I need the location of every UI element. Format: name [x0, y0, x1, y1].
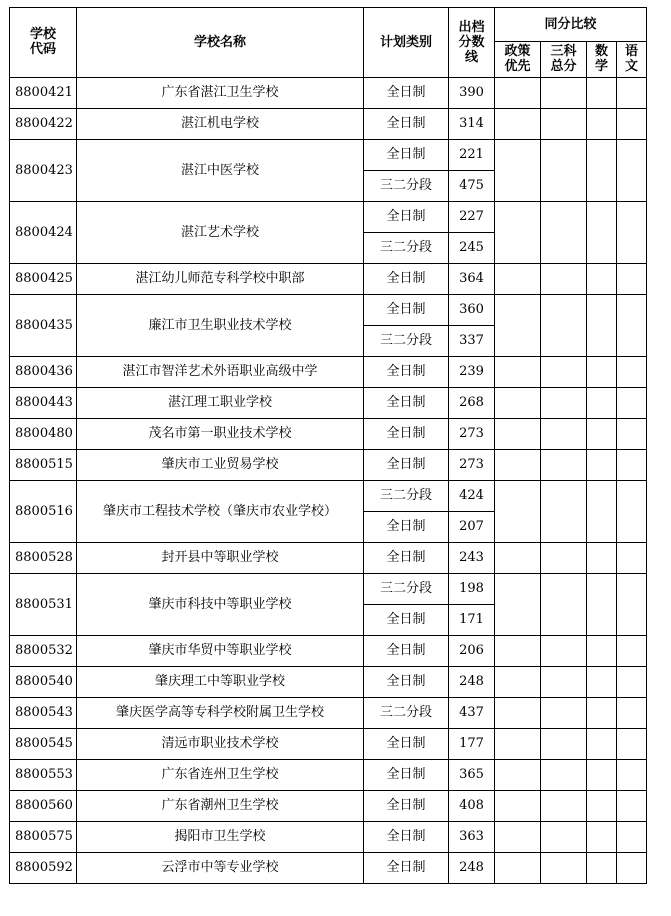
plan-type-cell: 全日制: [364, 822, 449, 853]
school-code-cell: 8800424: [10, 202, 77, 264]
table-row: [10, 419, 647, 450]
school-code-cell: 8800531: [10, 574, 77, 636]
school-code-cell: 8800560: [10, 791, 77, 822]
policy-priority-cell: [495, 574, 541, 636]
plan-type-cell: 全日制: [364, 388, 449, 419]
chinese-cell: [617, 791, 647, 822]
three-subject-total-cell: [541, 295, 587, 357]
three-subject-total-cell: [541, 109, 587, 140]
plan-type-cell: 三二分段: [364, 171, 449, 202]
school-code-cell: 8800421: [10, 78, 77, 109]
chinese-cell: [617, 574, 647, 636]
header-cutoff-score: 出档 分数 线: [449, 8, 495, 78]
policy-priority-cell: [495, 357, 541, 388]
school-code-cell: 8800422: [10, 109, 77, 140]
school-code-cell: 8800515: [10, 450, 77, 481]
school-name-cell: 湛江中医学校: [77, 140, 364, 202]
three-subject-total-cell: [541, 140, 587, 202]
math-cell: [587, 853, 617, 884]
plan-type-cell: 全日制: [364, 202, 449, 233]
chinese-cell: [617, 357, 647, 388]
table-row: [10, 109, 647, 140]
math-cell: [587, 202, 617, 264]
math-cell: [587, 357, 617, 388]
plan-type-cell: 三二分段: [364, 574, 449, 605]
plan-type-cell: 全日制: [364, 605, 449, 636]
school-code-cell: 8800540: [10, 667, 77, 698]
school-code-cell: 8800592: [10, 853, 77, 884]
three-subject-total-cell: [541, 574, 587, 636]
chinese-cell: [617, 636, 647, 667]
school-code-cell: 8800480: [10, 419, 77, 450]
table-row: [10, 357, 647, 388]
school-name-cell: 揭阳市卫生学校: [77, 822, 364, 853]
cutoff-score-cell: 360: [449, 295, 495, 326]
plan-type-cell: 全日制: [364, 543, 449, 574]
policy-priority-cell: [495, 698, 541, 729]
plan-type-cell: 三二分段: [364, 326, 449, 357]
cutoff-score-cell: 314: [449, 109, 495, 140]
school-code-cell: 8800516: [10, 481, 77, 543]
table-row: [10, 450, 647, 481]
cutoff-score-cell: 227: [449, 202, 495, 233]
cutoff-score-cell: 245: [449, 233, 495, 264]
table-row: [10, 853, 647, 884]
table-row: [10, 140, 647, 171]
policy-priority-cell: [495, 853, 541, 884]
plan-type-cell: 全日制: [364, 109, 449, 140]
table-row: [10, 264, 647, 295]
school-name-cell: 湛江艺术学校: [77, 202, 364, 264]
plan-type-cell: 全日制: [364, 512, 449, 543]
cutoff-score-cell: 248: [449, 667, 495, 698]
chinese-cell: [617, 78, 647, 109]
three-subject-total-cell: [541, 481, 587, 543]
policy-priority-cell: [495, 760, 541, 791]
school-name-cell: 肇庆医学高等专科学校附属卫生学校: [77, 698, 364, 729]
policy-priority-cell: [495, 636, 541, 667]
header-school-code: 学校 代码: [10, 8, 77, 78]
three-subject-total-cell: [541, 419, 587, 450]
plan-type-cell: 全日制: [364, 853, 449, 884]
plan-type-cell: 全日制: [364, 419, 449, 450]
school-code-cell: 8800423: [10, 140, 77, 202]
chinese-cell: [617, 667, 647, 698]
cutoff-score-cell: 248: [449, 853, 495, 884]
school-name-cell: 封开县中等职业学校: [77, 543, 364, 574]
chinese-cell: [617, 140, 647, 202]
plan-type-cell: 全日制: [364, 264, 449, 295]
cutoff-score-cell: 408: [449, 791, 495, 822]
three-subject-total-cell: [541, 543, 587, 574]
three-subject-total-cell: [541, 388, 587, 419]
cutoff-score-cell: 177: [449, 729, 495, 760]
school-name-cell: 云浮市中等专业学校: [77, 853, 364, 884]
chinese-cell: [617, 543, 647, 574]
table-row: [10, 760, 647, 791]
table-row: [10, 481, 647, 512]
school-name-cell: 湛江机电学校: [77, 109, 364, 140]
school-code-cell: 8800532: [10, 636, 77, 667]
table-row: [10, 636, 647, 667]
chinese-cell: [617, 760, 647, 791]
table-row: [10, 543, 647, 574]
school-code-cell: 8800575: [10, 822, 77, 853]
plan-type-cell: 全日制: [364, 295, 449, 326]
table-row: [10, 698, 647, 729]
policy-priority-cell: [495, 481, 541, 543]
math-cell: [587, 78, 617, 109]
chinese-cell: [617, 450, 647, 481]
table-row: [10, 78, 647, 109]
cutoff-score-cell: 365: [449, 760, 495, 791]
table-row: [10, 388, 647, 419]
policy-priority-cell: [495, 78, 541, 109]
school-code-cell: 8800545: [10, 729, 77, 760]
admission-table-container: [9, 7, 647, 884]
cutoff-score-cell: 207: [449, 512, 495, 543]
header-chinese: 语 文: [617, 42, 647, 78]
cutoff-score-cell: 363: [449, 822, 495, 853]
school-code-cell: 8800543: [10, 698, 77, 729]
math-cell: [587, 140, 617, 202]
math-cell: [587, 295, 617, 357]
three-subject-total-cell: [541, 791, 587, 822]
math-cell: [587, 729, 617, 760]
three-subject-total-cell: [541, 698, 587, 729]
chinese-cell: [617, 388, 647, 419]
table-row: [10, 791, 647, 822]
plan-type-cell: 全日制: [364, 78, 449, 109]
table-row: [10, 202, 647, 233]
table-row: [10, 295, 647, 326]
cutoff-score-cell: 198: [449, 574, 495, 605]
table-row: [10, 729, 647, 760]
policy-priority-cell: [495, 388, 541, 419]
policy-priority-cell: [495, 822, 541, 853]
policy-priority-cell: [495, 109, 541, 140]
plan-type-cell: 全日制: [364, 140, 449, 171]
policy-priority-cell: [495, 667, 541, 698]
math-cell: [587, 760, 617, 791]
school-code-cell: 8800425: [10, 264, 77, 295]
chinese-cell: [617, 729, 647, 760]
plan-type-cell: 全日制: [364, 667, 449, 698]
math-cell: [587, 419, 617, 450]
table-row: [10, 574, 647, 605]
plan-type-cell: 全日制: [364, 450, 449, 481]
table-row: [10, 667, 647, 698]
plan-type-cell: 全日制: [364, 729, 449, 760]
three-subject-total-cell: [541, 760, 587, 791]
cutoff-score-cell: 221: [449, 140, 495, 171]
math-cell: [587, 698, 617, 729]
three-subject-total-cell: [541, 450, 587, 481]
cutoff-score-cell: 337: [449, 326, 495, 357]
school-code-cell: 8800443: [10, 388, 77, 419]
school-name-cell: 肇庆市科技中等职业学校: [77, 574, 364, 636]
math-cell: [587, 481, 617, 543]
math-cell: [587, 822, 617, 853]
cutoff-score-cell: 437: [449, 698, 495, 729]
plan-type-cell: 三二分段: [364, 481, 449, 512]
school-name-cell: 湛江幼儿师范专科学校中职部: [77, 264, 364, 295]
policy-priority-cell: [495, 543, 541, 574]
admission-score-table: [9, 7, 647, 884]
table-row: [10, 822, 647, 853]
school-name-cell: 广东省连州卫生学校: [77, 760, 364, 791]
header-plan-type: 计划类别: [364, 8, 449, 78]
math-cell: [587, 388, 617, 419]
cutoff-score-cell: 171: [449, 605, 495, 636]
chinese-cell: [617, 419, 647, 450]
school-name-cell: 肇庆理工中等职业学校: [77, 667, 364, 698]
chinese-cell: [617, 109, 647, 140]
three-subject-total-cell: [541, 78, 587, 109]
policy-priority-cell: [495, 295, 541, 357]
plan-type-cell: 全日制: [364, 636, 449, 667]
cutoff-score-cell: 424: [449, 481, 495, 512]
plan-type-cell: 全日制: [364, 760, 449, 791]
header-three-subject-total: 三科 总分: [541, 42, 587, 78]
three-subject-total-cell: [541, 822, 587, 853]
math-cell: [587, 667, 617, 698]
math-cell: [587, 450, 617, 481]
header-math: 数 学: [587, 42, 617, 78]
table-body: [10, 78, 647, 884]
school-code-cell: 8800435: [10, 295, 77, 357]
plan-type-cell: 三二分段: [364, 233, 449, 264]
cutoff-score-cell: 243: [449, 543, 495, 574]
three-subject-total-cell: [541, 729, 587, 760]
plan-type-cell: 全日制: [364, 357, 449, 388]
chinese-cell: [617, 295, 647, 357]
chinese-cell: [617, 698, 647, 729]
chinese-cell: [617, 853, 647, 884]
school-name-cell: 肇庆市华贸中等职业学校: [77, 636, 364, 667]
plan-type-cell: 三二分段: [364, 698, 449, 729]
header-school-name: 学校名称: [77, 8, 364, 78]
math-cell: [587, 791, 617, 822]
three-subject-total-cell: [541, 357, 587, 388]
school-code-cell: 8800436: [10, 357, 77, 388]
cutoff-score-cell: 239: [449, 357, 495, 388]
policy-priority-cell: [495, 202, 541, 264]
cutoff-score-cell: 390: [449, 78, 495, 109]
cutoff-score-cell: 273: [449, 450, 495, 481]
cutoff-score-cell: 206: [449, 636, 495, 667]
math-cell: [587, 574, 617, 636]
school-name-cell: 广东省潮州卫生学校: [77, 791, 364, 822]
math-cell: [587, 264, 617, 295]
school-name-cell: 廉江市卫生职业技术学校: [77, 295, 364, 357]
chinese-cell: [617, 481, 647, 543]
three-subject-total-cell: [541, 667, 587, 698]
cutoff-score-cell: 268: [449, 388, 495, 419]
plan-type-cell: 全日制: [364, 791, 449, 822]
policy-priority-cell: [495, 791, 541, 822]
math-cell: [587, 543, 617, 574]
policy-priority-cell: [495, 450, 541, 481]
school-name-cell: 茂名市第一职业技术学校: [77, 419, 364, 450]
three-subject-total-cell: [541, 202, 587, 264]
school-name-cell: 肇庆市工业贸易学校: [77, 450, 364, 481]
cutoff-score-cell: 273: [449, 419, 495, 450]
policy-priority-cell: [495, 419, 541, 450]
header-policy-priority: 政策 优先: [495, 42, 541, 78]
three-subject-total-cell: [541, 264, 587, 295]
policy-priority-cell: [495, 264, 541, 295]
math-cell: [587, 636, 617, 667]
chinese-cell: [617, 822, 647, 853]
school-name-cell: 湛江理工职业学校: [77, 388, 364, 419]
school-name-cell: 清远市职业技术学校: [77, 729, 364, 760]
policy-priority-cell: [495, 140, 541, 202]
school-code-cell: 8800553: [10, 760, 77, 791]
policy-priority-cell: [495, 729, 541, 760]
school-name-cell: 广东省湛江卫生学校: [77, 78, 364, 109]
school-name-cell: 湛江市智洋艺术外语职业高级中学: [77, 357, 364, 388]
chinese-cell: [617, 264, 647, 295]
three-subject-total-cell: [541, 853, 587, 884]
school-name-cell: 肇庆市工程技术学校（肇庆市农业学校）: [77, 481, 364, 543]
school-code-cell: 8800528: [10, 543, 77, 574]
chinese-cell: [617, 202, 647, 264]
math-cell: [587, 109, 617, 140]
header-tie-compare: 同分比较: [495, 8, 647, 42]
cutoff-score-cell: 475: [449, 171, 495, 202]
cutoff-score-cell: 364: [449, 264, 495, 295]
three-subject-total-cell: [541, 636, 587, 667]
